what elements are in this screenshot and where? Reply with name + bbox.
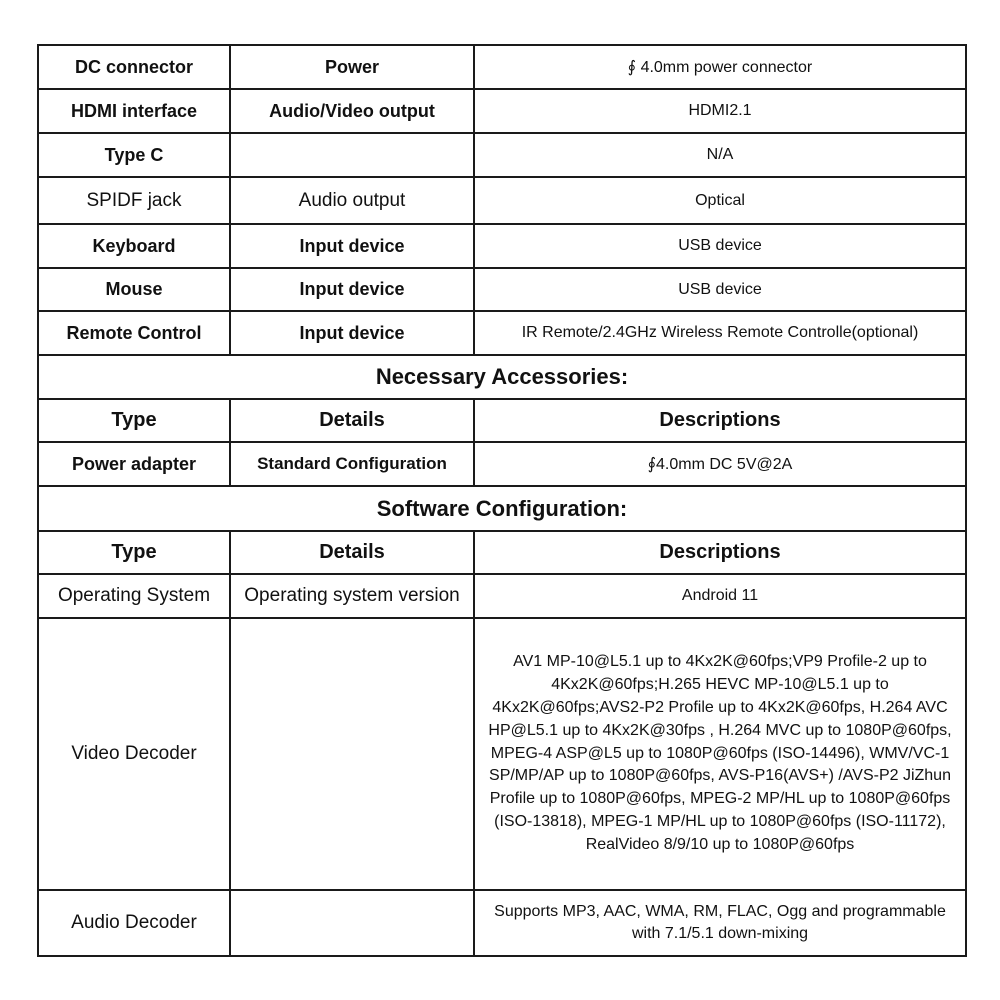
description-cell: AV1 MP-10@L5.1 up to 4Kx2K@60fps;VP9 Profile-2 up to 4Kx2K@60fps;H.265 HEVC MP-10@L5.1 up to 4Kx2K@60fps;AVS2-P2 Profile up to 4Kx2K@60fps, H.264 AVC HP@L5.1 up to 4Kx2K@30fps , H.264 MVC up to 1080P@60fps, MPEG-4 ASP@L5 up to 1080P@60fps (ISO-14496), WMV/VC-1 SP/MP/AP up to 1080P@60fps, AVS-P16(AVS+) /AVS-P2 JiZhun Profile up to 1080P@60fps, MPEG-2 MP/HL up to 1080P@60fps (ISO-13818), MPEG-1 MP/HL up to 1080P@60fps (ISO-11172), RealVideo 8/9/10 up to 1080P@60fps <box>474 618 966 890</box>
description-cell: USB device <box>474 268 966 311</box>
software-section-title: Software Configuration: <box>38 486 966 531</box>
header-descriptions: Descriptions <box>474 531 966 574</box>
accessories-section-title: Necessary Accessories: <box>38 355 966 399</box>
column-header-row <box>38 399 966 442</box>
description-cell: ∮4.0mm DC 5V@2A <box>474 442 966 486</box>
details-cell: Input device <box>230 268 474 311</box>
header-details: Details <box>230 399 474 442</box>
type-cell: HDMI interface <box>38 89 230 133</box>
table-row <box>38 89 966 133</box>
description-cell: IR Remote/2.4GHz Wireless Remote Controlle(optional) <box>474 311 966 355</box>
description-cell: Supports MP3, AAC, WMA, RM, FLAC, Ogg and programmable with 7.1/5.1 down-mixing <box>474 890 966 956</box>
details-cell: Input device <box>230 311 474 355</box>
table-row <box>38 268 966 311</box>
header-type: Type <box>38 399 230 442</box>
table-row <box>38 574 966 618</box>
details-cell <box>230 890 474 956</box>
description-cell: Android 11 <box>474 574 966 618</box>
type-cell: Video Decoder <box>38 618 230 890</box>
description-cell: N/A <box>474 133 966 177</box>
type-cell: Remote Control <box>38 311 230 355</box>
column-header-row <box>38 531 966 574</box>
details-cell: Audio/Video output <box>230 89 474 133</box>
table-row <box>38 224 966 268</box>
details-cell: Standard Configuration <box>230 442 474 486</box>
description-cell: USB device <box>474 224 966 268</box>
description-cell: Optical <box>474 177 966 224</box>
table-row <box>38 45 966 89</box>
table-row <box>38 890 966 956</box>
type-cell: Keyboard <box>38 224 230 268</box>
header-details: Details <box>230 531 474 574</box>
header-descriptions: Descriptions <box>474 399 966 442</box>
type-cell: Type C <box>38 133 230 177</box>
type-cell: Mouse <box>38 268 230 311</box>
table-row <box>38 177 966 224</box>
section-header-row <box>38 486 966 531</box>
table-row <box>38 442 966 486</box>
type-cell: SPIDF jack <box>38 177 230 224</box>
details-cell <box>230 133 474 177</box>
details-cell <box>230 618 474 890</box>
details-cell: Input device <box>230 224 474 268</box>
description-cell: ∮ 4.0mm power connector <box>474 45 966 89</box>
description-cell: HDMI2.1 <box>474 89 966 133</box>
table-row <box>38 618 966 890</box>
spec-table <box>37 44 967 957</box>
table-row <box>38 311 966 355</box>
type-cell: Power adapter <box>38 442 230 486</box>
details-cell: Power <box>230 45 474 89</box>
type-cell: Operating System <box>38 574 230 618</box>
table-row <box>38 133 966 177</box>
type-cell: Audio Decoder <box>38 890 230 956</box>
section-header-row <box>38 355 966 399</box>
header-type: Type <box>38 531 230 574</box>
details-cell: Audio output <box>230 177 474 224</box>
type-cell: DC connector <box>38 45 230 89</box>
details-cell: Operating system version <box>230 574 474 618</box>
